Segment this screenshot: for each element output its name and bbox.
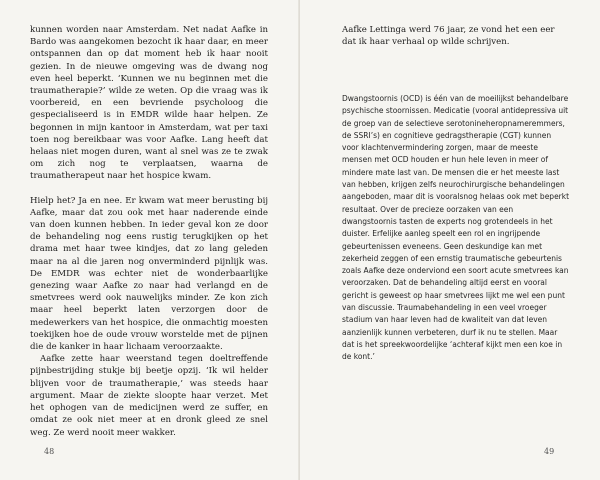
- ocd-info-box: [342, 93, 570, 364]
- right-page: [300, 0, 600, 480]
- left-paragraph-1: kunnen worden naar Amsterdam. Net nadat Aafke in Bardo was aangekomen bezocht ik haar daar, en meer ontspannen dan op dat moment heb ik haar nooit gezien. In de nieuwe omgeving was de dwang nog even heel beperkt. ‘Kunnen we nu beginnen met die traumatherapie?’ wilde ze weten. Op die vraag was ik voorbereid, en een bevriende psycholoog die gespecialiseerd is in EMDR wilde haar helpen. Ze begonnen in mijn kantoor in Amsterdam, wat per taxi toen nog bereikbaar was voor Aafke. Lang heeft dat helaas niet mogen duren, want al snel was ze te zwak om zich nog te verplaatsen, waarna de traumatherapeut naar het hospice kwam.: [30, 25, 268, 182]
- ocd-info-text: Dwangstoornis (OCD) is één van de moeilijkst behandelbare psychische stoornissen. Medicatie (vooral antidepressiva uit de groep van de selectieve serotonineheropnameremmers, de SSRI’s) en cognitieve gedragstherapie (CGT) kunnen voor klachtenvermindering zorgen, maar de meeste mensen met OCD houden er hun hele leven in meer of mindere mate last van. De mensen die er het meeste last van hebben, krijgen zelfs neurochirurgische behandelingen aangeboden, maar dit is vooralsnog helaas ook met beperkt resultaat. Over de precieze oorzaken van een dwangstoornis tasten de experts nog grotendeels in het duister. Erfelijke aanleg speelt een rol en ingrijpende gebeurtenissen eveneens. Geen deskundige kan met zekerheid zeggen of een ernstig traumatische gebeurtenis zoals Aafke deze onderviond een soort acute smetvrees kan veroorzaken. Dat de behandeling altijd eerst en vooral gericht is geweest op haar smetvrees lijkt me wel een punt van discussie. Traumabehandeling in een veel vroeger stadium van haar leven had de kwaliteit van dat leven aanzienlijk kunnen verbeteren, durf ik nu te stellen. Maar dat is het spreekwoordelijke ‘achteraf kijkt men een koe in de kont.’: [342, 94, 570, 362]
- right-page-number: 49: [544, 447, 555, 456]
- left-page-number: 48: [44, 447, 55, 456]
- right-intro-paragraph: Aafke Lettinga werd 76 jaar, ze vond het een eer dat ik haar verhaal op wilde schrijven.: [342, 25, 555, 48]
- left-body-text: [30, 24, 268, 439]
- left-paragraph-2: Hielp het? Ja en nee. Er kwam wat meer berusting bij Aafke, maar dat zou ook met haar naderende einde van doen kunnen hebben. In ieder geval kon ze door de behandeling nog eens rustig terugkijken op het drama met haar twee kindjes, dat zo lang geleden maar na al die jaren nog onverminderd pijnlijk was. De EMDR was echter niet de wonderbaarlijke genezing waar Aafke zo naar had verlangd en de smetvrees werd ook nauwelijks minder. Ze kon zich maar heel beperkt laten verzorgen door de medewerkers van het hospice, die onmachtig moesten toekijken hoe de oude vrouw worstelde met de pijnen die de kanker in haar lichaam veroorzaakte.: [30, 195, 268, 353]
- left-paragraph-3: Aafke zette haar weerstand tegen doeltreffende pijnbestrijding stukje bij beetje opzij. ‘Ik wil helder blijven voor de traumatherapie,’ was steeds haar argument. Maar de ziekte sloopte haar verzet. Met het ophogen van de medicijnen werd ze suffer, en omdat ze ook niet meer at en dronk gleed ze snel weg. Ze werd nooit meer wakker.: [30, 354, 268, 438]
- right-body-text: [342, 24, 570, 48]
